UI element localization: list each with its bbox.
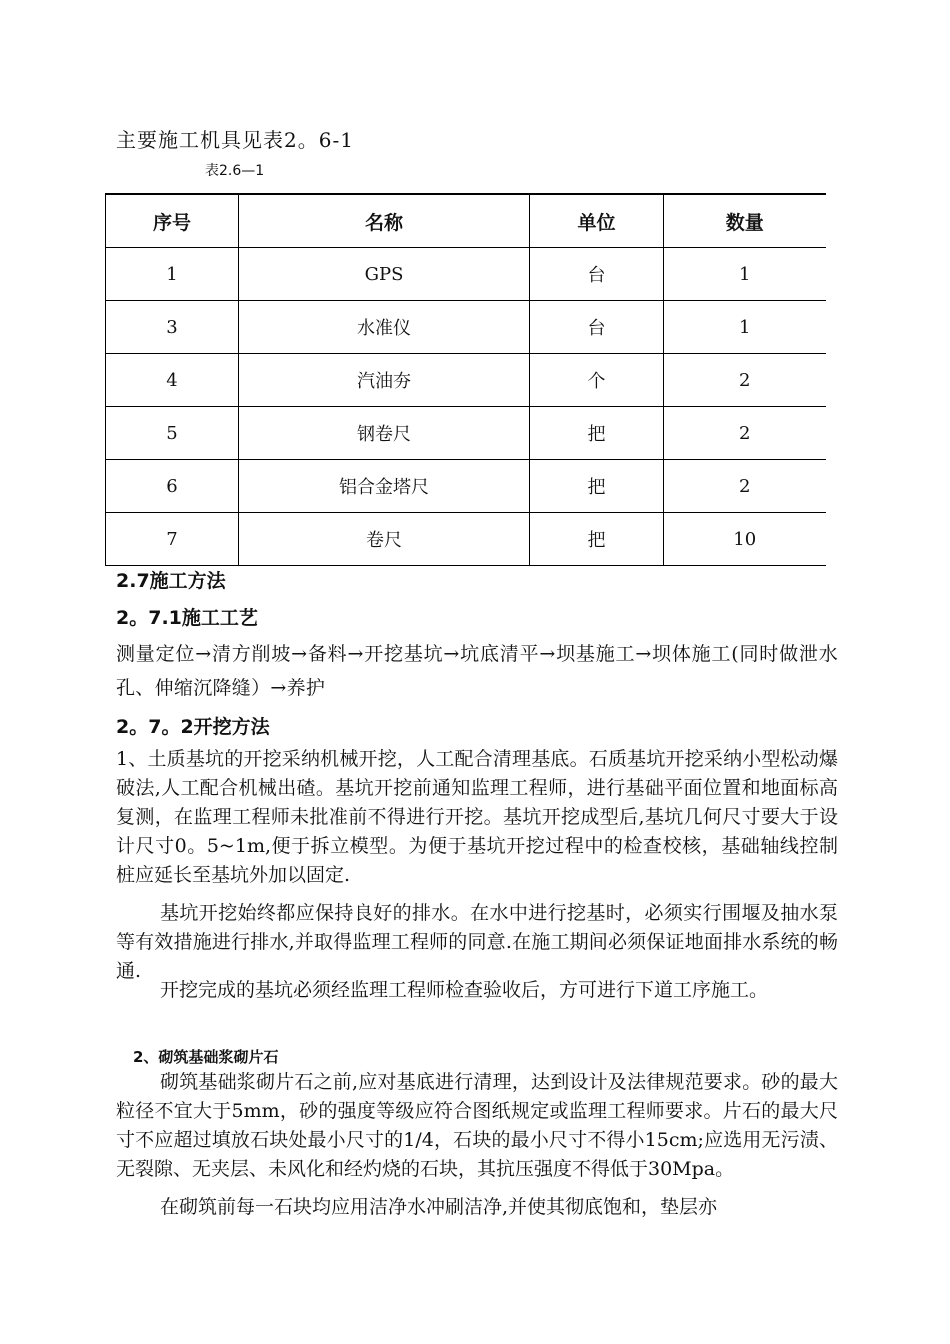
excavation-paragraph-3: 开挖完成的基坑必须经监理工程师检查验收后，方可进行下道工序施工。: [160, 979, 769, 1001]
cell-name: 钢卷尺: [239, 407, 530, 460]
cell-quantity: 2: [664, 460, 826, 513]
header-unit: 单位: [530, 194, 664, 248]
table-row: [106, 460, 826, 513]
excavation-paragraph-1: 1、土质基坑的开挖采纳机械开挖，人工配合清理基底。石质基坑开挖采纳小型松动爆破法,人工配合机械出碴。基坑开挖前通知监理工程师，进行基础平面位置和地面标高复测，在监理工程师未批准前不得进行开挖。基坑开挖成型后,基坑几何尺寸要大于设计尺寸0。5~1m,便于拆立模型。为便于基坑开挖过程中的检查校核，基础轴线控制桩应延长至基坑外加以固定.: [116, 748, 838, 886]
header-quantity: 数量: [664, 194, 826, 248]
masonry-paragraph-1: 砌筑基础浆砌片石之前,应对基底进行清理，达到设计及法律规范要求。砂的最大粒径不宜大于5mm，砂的强度等级应符合图纸规定或监理工程师要求。片石的最大尺寸不应超过填放石块处最小尺寸的1/4，石块的最小尺寸不得小15cm;应选用无污渍、无裂隙、无夹层、未风化和经灼烧的石块，其抗压强度不得低于30Mpa。: [116, 1071, 838, 1180]
cell-unit: 把: [530, 513, 664, 566]
table-row: [106, 513, 826, 566]
cell-index: 1: [106, 248, 239, 301]
cell-index: 7: [106, 513, 239, 566]
cell-quantity: 1: [664, 301, 826, 354]
cell-name: GPS: [239, 248, 530, 301]
table-header-row: [106, 194, 826, 248]
cell-unit: 个: [530, 354, 664, 407]
table-row: [106, 248, 826, 301]
header-index: 序号: [106, 194, 239, 248]
subsection-heading-process: 2。7.1施工工艺: [116, 607, 258, 629]
excavation-paragraph-2: 基坑开挖始终都应保持良好的排水。在水中进行挖基时，必须实行围堰及抽水泵等有效措施进行排水,并取得监理工程师的同意.在施工期间必须保证地面排水系统的畅通.: [116, 902, 838, 982]
cell-index: 4: [106, 354, 239, 407]
cell-quantity: 10: [664, 513, 826, 566]
cell-unit: 台: [530, 248, 664, 301]
table-caption: 表2.6—1: [205, 163, 265, 179]
cell-index: 3: [106, 301, 239, 354]
cell-name: 卷尺: [239, 513, 530, 566]
cell-index: 5: [106, 407, 239, 460]
cell-quantity: 2: [664, 407, 826, 460]
cell-index: 6: [106, 460, 239, 513]
equipment-table: [105, 193, 826, 566]
cell-quantity: 1: [664, 248, 826, 301]
intro-line: 主要施工机具见表2。6-1: [116, 128, 354, 152]
table-row: [106, 301, 826, 354]
cell-unit: 把: [530, 407, 664, 460]
header-name: 名称: [239, 194, 530, 248]
cell-unit: 台: [530, 301, 664, 354]
cell-unit: 把: [530, 460, 664, 513]
cell-name: 铝合金塔尺: [239, 460, 530, 513]
section-heading: 2.7施工方法: [116, 570, 226, 592]
process-flow-text: 测量定位→清方削坡→备料→开挖基坑→坑底清平→坝基施工→坝体施工(同时做泄水孔、伸缩沉降缝）→养护: [116, 643, 838, 699]
table-row: [106, 407, 826, 460]
subsection-heading-masonry: 2、砌筑基础浆砌片石: [133, 1048, 279, 1066]
table-row: [106, 354, 826, 407]
cell-name: 水准仪: [239, 301, 530, 354]
cell-quantity: 2: [664, 354, 826, 407]
cell-name: 汽油夯: [239, 354, 530, 407]
masonry-paragraph-2: 在砌筑前每一石块均应用洁净水冲刷洁净,并使其彻底饱和，垫层亦: [160, 1196, 718, 1218]
subsection-heading-excavation: 2。7。2开挖方法: [116, 716, 270, 738]
